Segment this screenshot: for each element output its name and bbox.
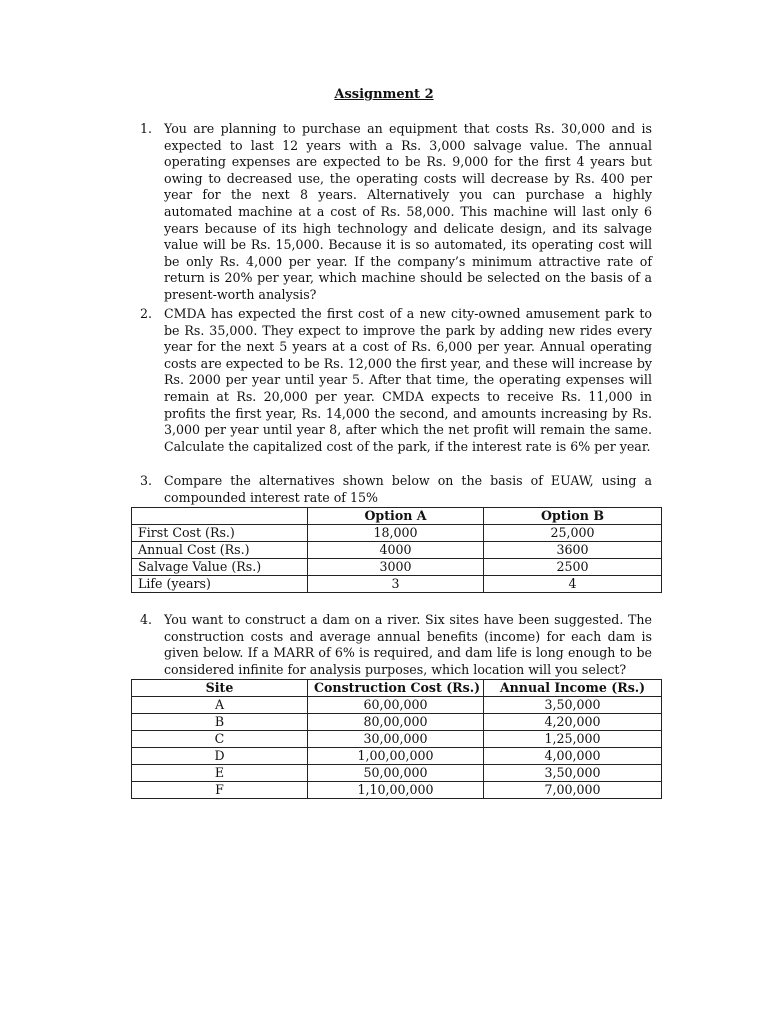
question-number: 1. bbox=[140, 121, 153, 136]
row-label: First Cost (Rs.) bbox=[132, 525, 308, 542]
question-4 bbox=[140, 612, 652, 678]
table-cell: 3 bbox=[308, 576, 484, 593]
table-row bbox=[132, 748, 662, 765]
question-text: Compare the alternatives shown below on the basis of EUAW, using a compounded interest rate of 15% bbox=[164, 473, 652, 505]
table-row bbox=[132, 542, 662, 559]
table-cell: 3000 bbox=[308, 559, 484, 576]
table-row bbox=[132, 525, 662, 542]
table-header-row bbox=[132, 508, 662, 525]
table-cell: 4 bbox=[484, 576, 662, 593]
table-header-row bbox=[132, 680, 662, 697]
table-row bbox=[132, 765, 662, 782]
question-number: 4. bbox=[140, 612, 153, 627]
table-row bbox=[132, 576, 662, 593]
table-cell: 4,00,000 bbox=[484, 748, 662, 765]
row-label: Life (years) bbox=[132, 576, 308, 593]
table-cell: 1,00,00,000 bbox=[308, 748, 484, 765]
page-title: Assignment 2 bbox=[334, 87, 434, 102]
table-cell: C bbox=[132, 731, 308, 748]
table-cell: 25,000 bbox=[484, 525, 662, 542]
question-2 bbox=[140, 306, 652, 455]
question-number: 2. bbox=[140, 306, 153, 321]
table-row bbox=[132, 559, 662, 576]
question-text: You want to construct a dam on a river. Six sites have been suggested. The construction costs and average annual benefits (income) for each dam is given below. If a MARR of 6% is required, and dam life is long enough to be considered infinite for analysis purposes, which location will you select? bbox=[164, 612, 652, 677]
table-cell: 3,50,000 bbox=[484, 697, 662, 714]
question-number: 3. bbox=[140, 473, 153, 488]
table-cell: D bbox=[132, 748, 308, 765]
row-label: Annual Cost (Rs.) bbox=[132, 542, 308, 559]
table-header-cell: Option A bbox=[308, 508, 484, 525]
table-cell: 4000 bbox=[308, 542, 484, 559]
table-cell: 3600 bbox=[484, 542, 662, 559]
table-row bbox=[132, 731, 662, 748]
table-cell: 50,00,000 bbox=[308, 765, 484, 782]
table-cell: 80,00,000 bbox=[308, 714, 484, 731]
question-text: CMDA has expected the first cost of a new city-owned amusement park to be Rs. 35,000. They expect to improve the park by adding new rides every year for the next 5 years at a cost of Rs. 6,000 per year. Annual operating costs are expected to be Rs. 12,000 the first year, and these will increase by Rs. 2000 per year until year 5. After that time, the operating expenses will remain at Rs. 20,000 per year. CMDA expects to receive Rs. 11,000 in profits the first year, Rs. 14,000 the second, and amounts increasing by Rs. 3,000 per year until year 8, after which the net profit will remain the same. Calculate the capitalized cost of the park, if the interest rate is 6% per year. bbox=[164, 306, 652, 454]
table-cell: 3,50,000 bbox=[484, 765, 662, 782]
table-row bbox=[132, 697, 662, 714]
table-cell: 18,000 bbox=[308, 525, 484, 542]
table-cell: 30,00,000 bbox=[308, 731, 484, 748]
question-1 bbox=[140, 121, 652, 304]
table-cell: 7,00,000 bbox=[484, 782, 662, 799]
table-row bbox=[132, 782, 662, 799]
row-label: Salvage Value (Rs.) bbox=[132, 559, 308, 576]
table-cell: 60,00,000 bbox=[308, 697, 484, 714]
table-header-cell: Site bbox=[132, 680, 308, 697]
table-header-cell bbox=[132, 508, 308, 525]
options-comparison-table bbox=[131, 507, 662, 593]
table-cell: 1,25,000 bbox=[484, 731, 662, 748]
table-header-cell: Annual Income (Rs.) bbox=[484, 680, 662, 697]
table-cell: 1,10,00,000 bbox=[308, 782, 484, 799]
table-cell: 2500 bbox=[484, 559, 662, 576]
question-text: You are planning to purchase an equipment that costs Rs. 30,000 and is expected to last 12 years with a Rs. 3,000 salvage value. The annual operating expenses are expected to be Rs. 9,000 for the first 4 years but owing to decreased use, the operating costs will decrease by Rs. 400 per year for the next 8 years. Alternatively you can purchase a highly automated machine at a cost of Rs. 58,000. This machine will last only 6 years because of its high technology and delicate design, and its salvage value will be Rs. 15,000. Because it is so automated, its operating cost will be only Rs. 4,000 per year. If the company’s minimum attractive rate of return is 20% per year, which machine should be selected on the basis of a present-worth analysis? bbox=[164, 121, 652, 302]
table-cell: 4,20,000 bbox=[484, 714, 662, 731]
table-cell: A bbox=[132, 697, 308, 714]
table-cell: F bbox=[132, 782, 308, 799]
table-cell: E bbox=[132, 765, 308, 782]
table-row bbox=[132, 714, 662, 731]
table-cell: B bbox=[132, 714, 308, 731]
dam-sites-table bbox=[131, 679, 662, 799]
table-header-cell: Option B bbox=[484, 508, 662, 525]
table-header-cell: Construction Cost (Rs.) bbox=[308, 680, 484, 697]
question-3 bbox=[140, 473, 652, 506]
